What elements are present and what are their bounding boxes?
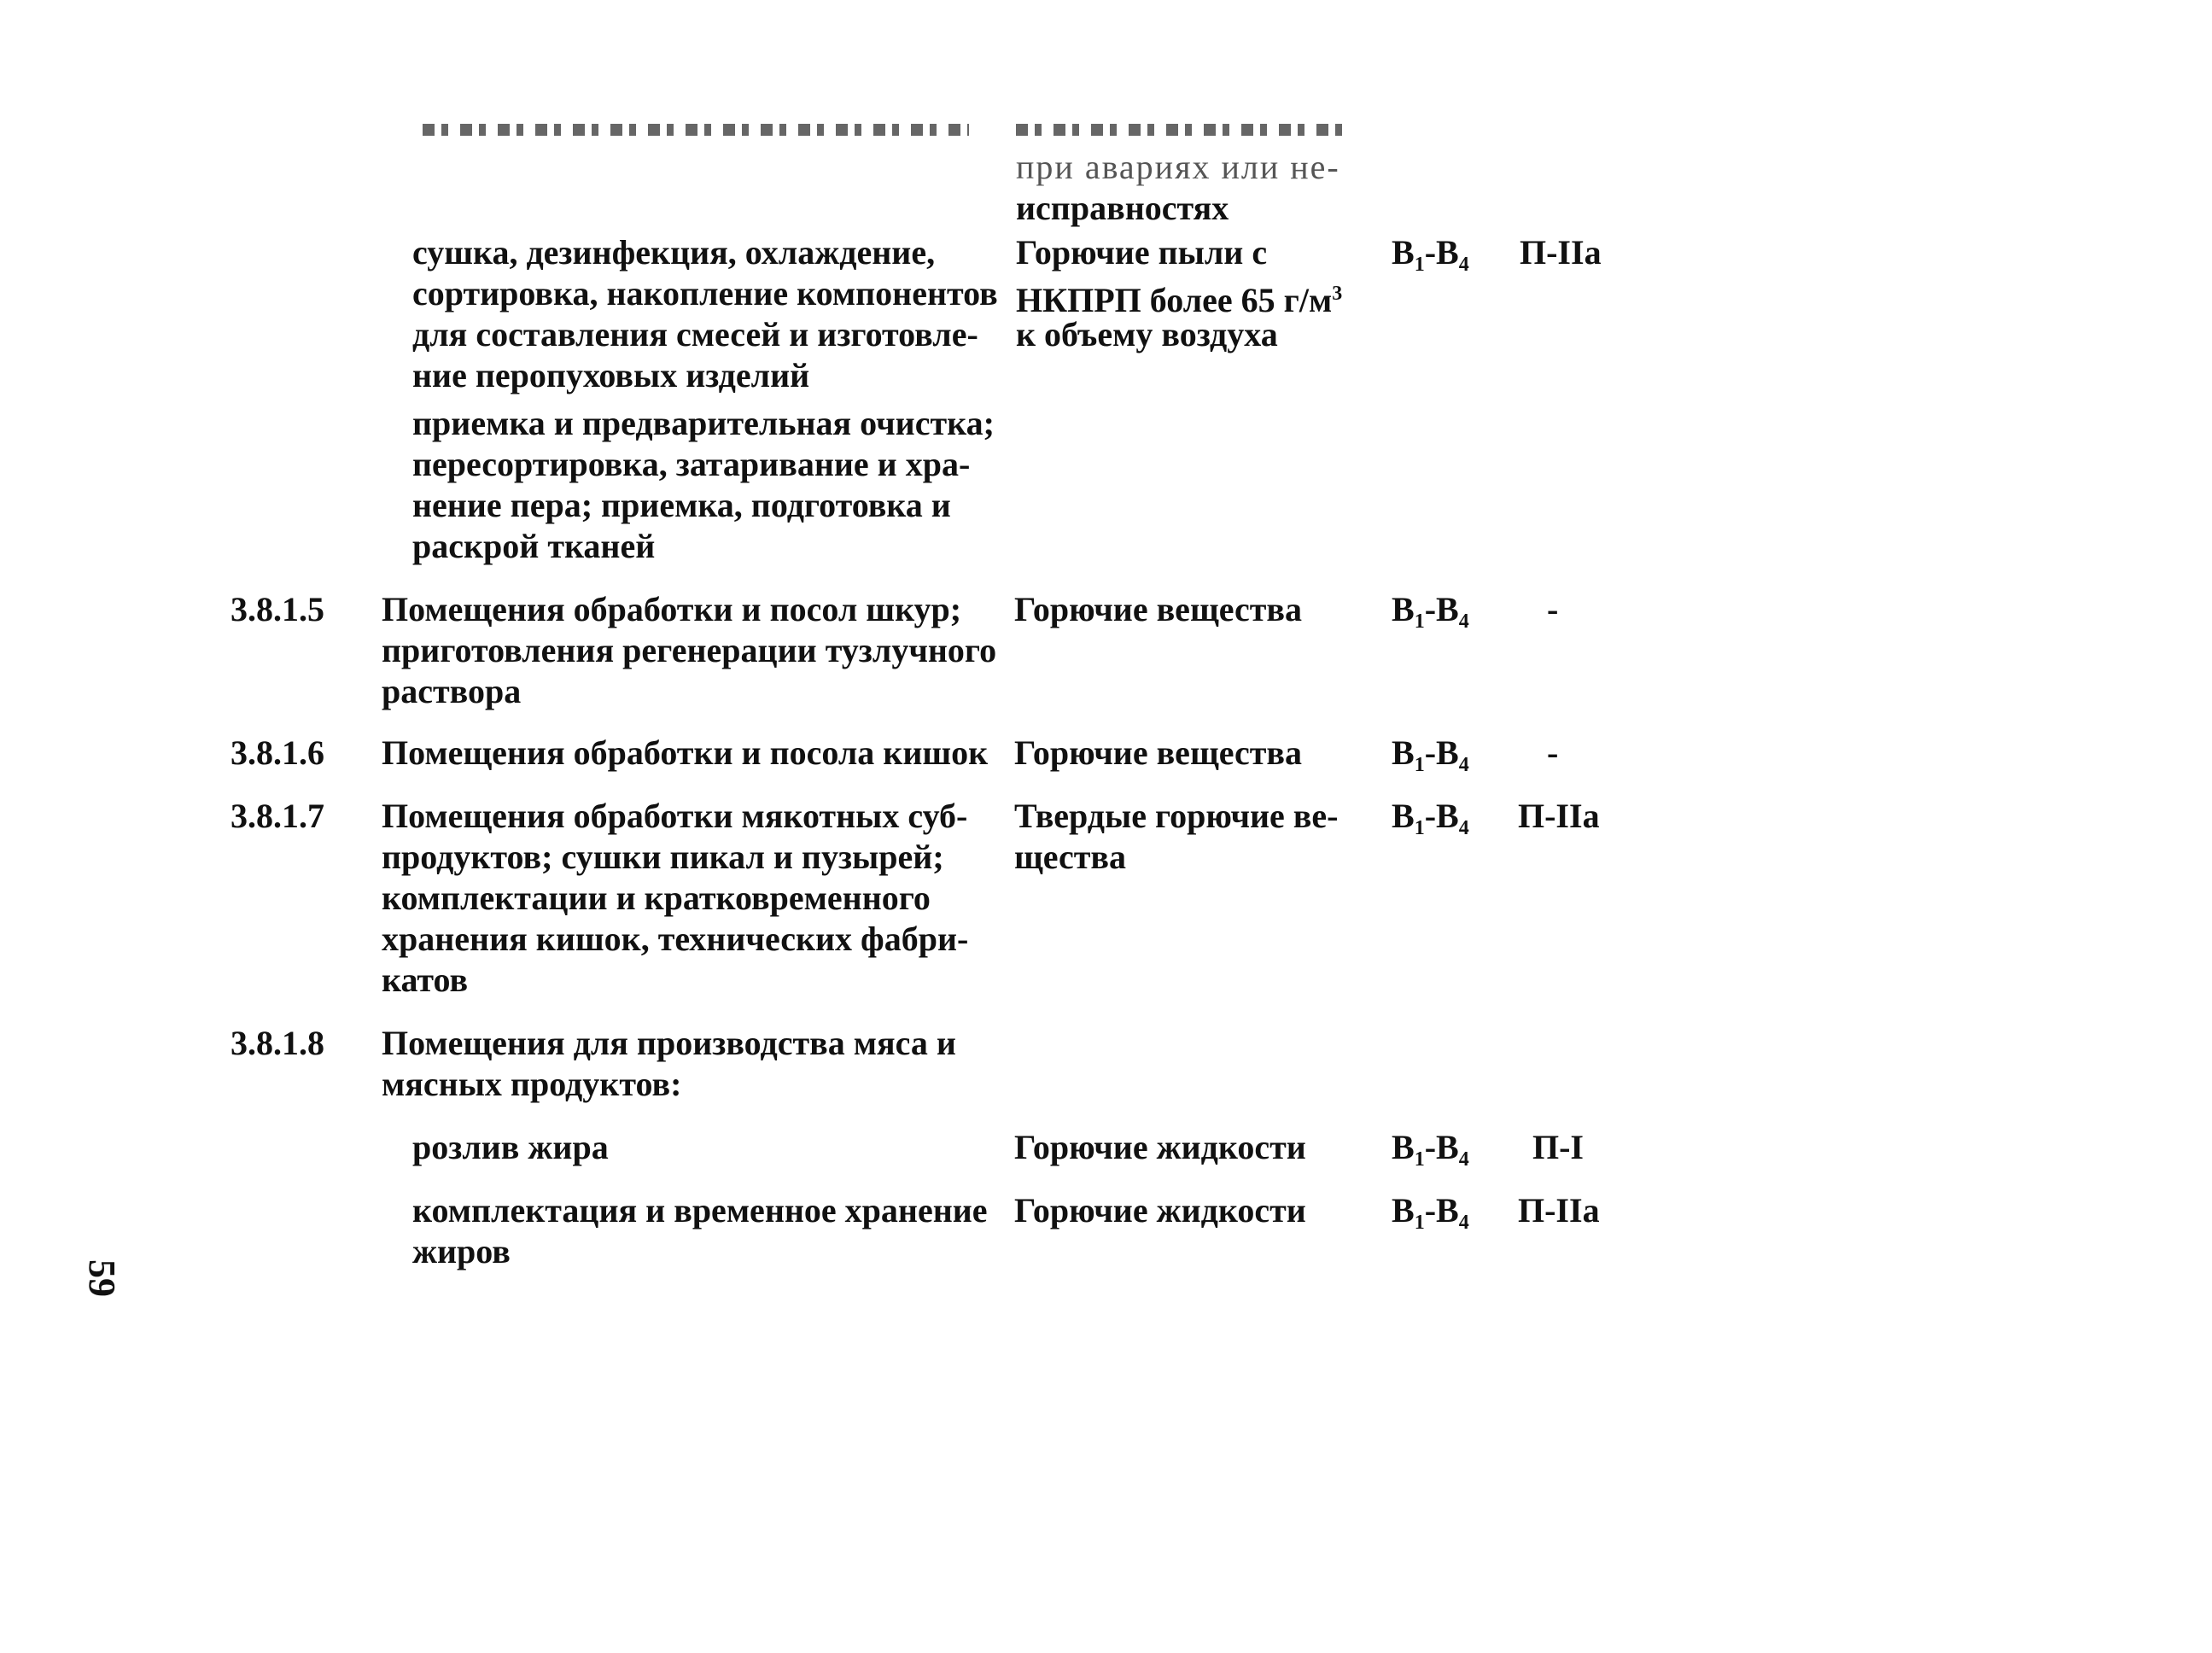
superscript: 3 [1332,283,1343,305]
row-description-line: хранения кишок, технических фабри- [382,920,969,958]
category-letter: В [1392,590,1415,628]
row-category [1392,1127,1469,1180]
smudged-text-line [423,124,969,136]
row-number: 3.8.1.8 [231,1024,324,1062]
category-subscript: 4 [1458,254,1469,276]
row-substance-line: Горючие вещества [1014,590,1302,628]
category-letter: -В [1424,1191,1459,1230]
category-letter: -В [1424,733,1459,772]
category-subscript: 4 [1458,1212,1469,1234]
row-description-line: жиров [412,1232,511,1270]
row-substance-line: Горючие жидкости [1014,1128,1306,1166]
row-description-line: нение пера; приемка, подготовка и [412,486,951,524]
row-category [1392,589,1469,642]
row-category [1392,796,1469,849]
top-fragment-line-3: исправностях [1016,189,1229,227]
category-subscript: 1 [1414,817,1425,839]
row-description-line: приемка и предварительная очистка; [412,404,995,442]
row-description-line: мясных продуктов: [382,1065,682,1103]
category-subscript: 4 [1458,610,1469,633]
row-substance-line: Горючие пыли с [1016,233,1268,272]
row-substance-line: щества [1014,838,1127,876]
row-description-line: катов [382,961,469,999]
row-description-line: для составления смесей и изготовле- [412,315,978,353]
category-letter: -В [1424,797,1459,835]
row-zone: - [1547,733,1559,772]
row-description-line: Помещения обработки мякотных суб- [382,797,968,835]
category-subscript: 1 [1414,1148,1425,1171]
row-substance-line: Горючие жидкости [1014,1191,1306,1230]
category-letter: В [1392,797,1415,835]
row-category [1392,232,1469,285]
row-description-line: розлив жира [412,1128,609,1166]
category-subscript: 4 [1458,817,1469,839]
category-subscript: 4 [1458,1148,1469,1171]
row-number: 3.8.1.5 [231,590,324,628]
row-number: 3.8.1.7 [231,797,324,835]
row-description-line: пересортировка, затаривание и хра- [412,445,971,483]
row-description-line: раствора [382,672,522,710]
row-substance-line: Горючие вещества [1014,733,1302,772]
category-letter: -В [1424,590,1459,628]
row-zone: П-I [1532,1128,1584,1166]
category-letter: -В [1424,1128,1459,1166]
category-letter: В [1392,1191,1415,1230]
row-zone: П-IIа [1520,233,1602,272]
row-description-line: Помещения обработки и посола кишок [382,733,989,772]
category-subscript: 1 [1414,754,1425,776]
smudged-text-line [1016,124,1353,136]
row-description-line: ние перопуховых изделий [412,356,810,394]
row-description-line: приготовления регенерации тузлучного [382,631,997,669]
row-zone: П-IIа [1518,1191,1600,1230]
category-letter: В [1392,1128,1415,1166]
row-zone: П-IIа [1518,797,1600,835]
category-letter: В [1392,233,1415,272]
row-description-line: сушка, дезинфекция, охлаждение, [412,233,936,272]
row-description-line: Помещения для производства мяса и [382,1024,956,1062]
category-letter: -В [1424,233,1459,272]
row-substance-line: к объему воздуха [1016,315,1278,353]
category-subscript: 1 [1414,1212,1425,1234]
category-letter: В [1392,733,1415,772]
category-subscript: 1 [1414,610,1425,633]
row-description-line: комплектации и кратковременного [382,879,931,917]
page-number: 59 [81,1259,123,1297]
row-description-line: Помещения обработки и посол шкур; [382,590,962,628]
row-description-line: раскрой тканей [412,527,656,565]
row-description-line: сортировка, накопление компонентов [412,274,998,312]
row-category [1392,733,1469,786]
row-description-line: продуктов; сушки пикал и пузырей; [382,838,944,876]
category-subscript: 4 [1458,754,1469,776]
row-substance-text: НКПРП более 65 г/м [1016,281,1333,319]
row-number: 3.8.1.6 [231,733,324,772]
row-substance-line: Твердые горючие ве- [1014,797,1339,835]
top-fragment-line-2: при авариях или не- [1016,148,1340,186]
row-zone: - [1547,590,1559,628]
category-subscript: 1 [1414,254,1425,276]
row-description-line: комплектация и временное хранение [412,1191,988,1230]
row-category [1392,1190,1469,1243]
